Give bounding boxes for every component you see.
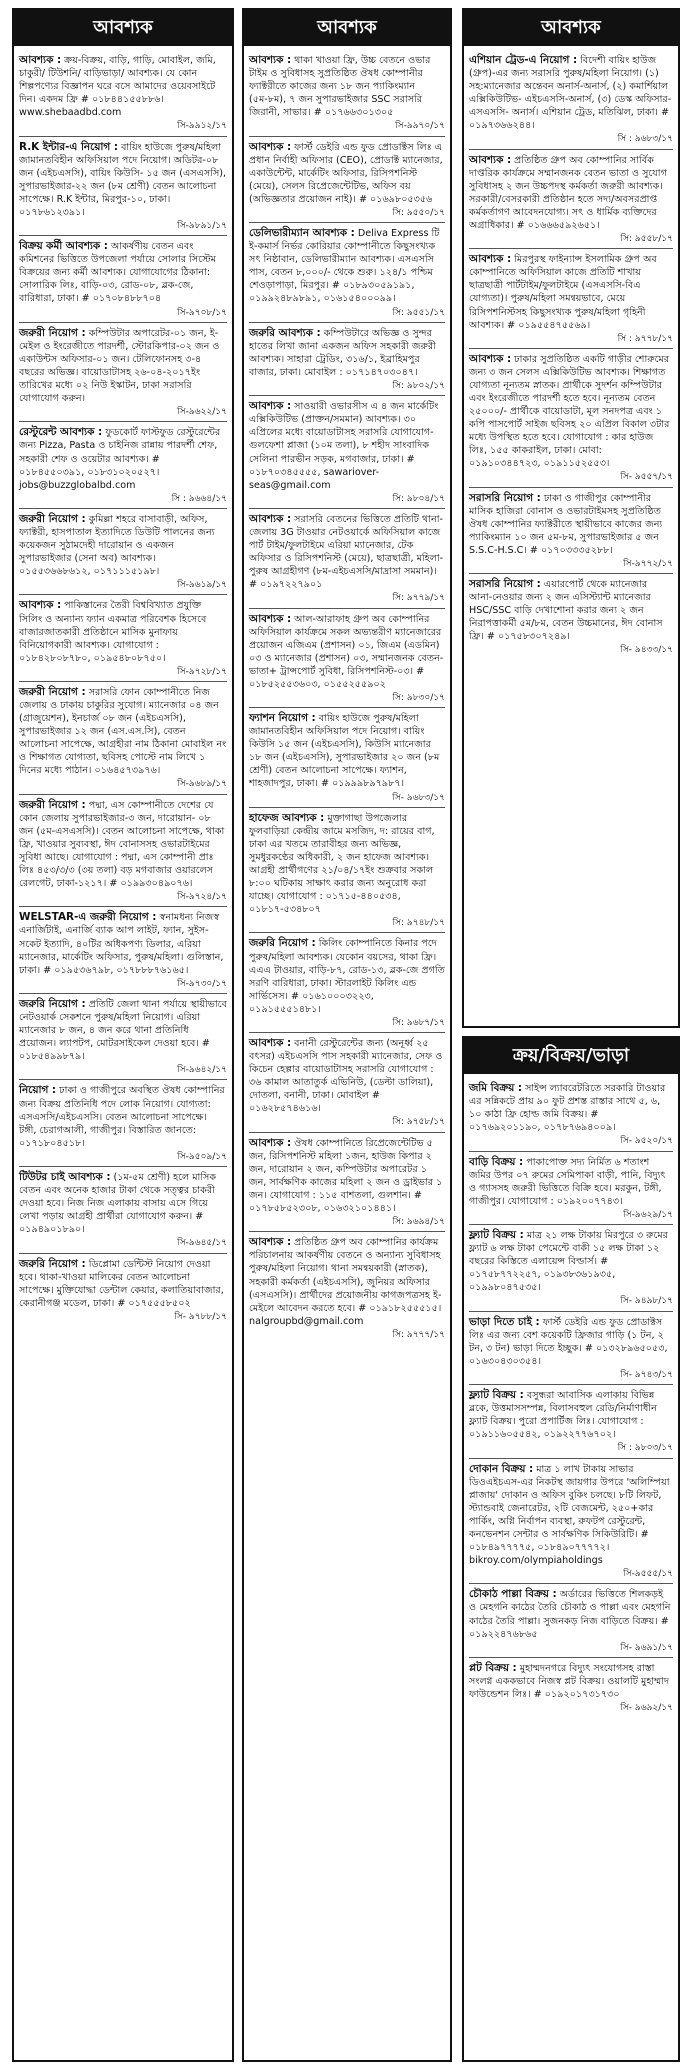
ad-code: সি- ৯৬৯২/১৭ xyxy=(620,1703,673,1714)
ad-code: সি-৯৬৮৯/১৭ xyxy=(177,779,227,790)
ad-body: ঢাকা ও গাজীপুরে অবস্থিত ঔষধ কোম্পানির জন্য বিক্রয় প্রতিনিধি পদে লোক নিয়োগ। যোগ্যতা: এসএসসি/এইচএসসি। বেতন আলোচনা সাপেক্ষে। টঙ্গী, চেরাগআলী, গাজীপুর। বিস্তারিত জানতে: ০১৭১৮০৪৫১৮। xyxy=(19,1085,225,1149)
classified-ad xyxy=(469,574,673,660)
ad-body: ক্রয়-বিক্রয়, বাড়ি, গাড়ি, মোবাইল, জমি, চাকুরী/ টিউশনি/ বাড়িভাড়া/ আবশ্যক। যে কোন শিল্পপণ্যের বিজ্ঞাপন ঘরে বসে আমাদের ওয়েবসাইটে দিন। একদম ফ্রি # ০১৮৪৪১৫৫৮৮৬। www.shebaadbd.com xyxy=(19,55,216,119)
ad-title: আবশ্যক : xyxy=(19,599,62,612)
ad-body: (১ম-৫ম শ্রেণী) হলে মাসিক বেতন এবং অনেক হাজার টাকা থেকে সত্ত্বর চাকরী দেওয়া হবে। নিজ নিজ এলাকায় বাসায় এসে গিয়ে লেখা পড়ায় আগ্রহী প্রার্থীরা যোগাযোগ করুন। # ০১৯৪৯০১৮৯০। xyxy=(19,1172,217,1236)
classified-ad xyxy=(249,1232,445,1344)
section-heading: আবশ্যক xyxy=(14,10,232,46)
ad-code: সি: ৯৬৮৭/১৭ xyxy=(392,1017,445,1028)
ad-title: বিক্রয় কর্মী আবশ্যক : xyxy=(19,240,108,253)
classified-ad xyxy=(249,1133,445,1233)
ad-list xyxy=(14,46,232,1326)
ad-title: আবশ্যক : xyxy=(249,1236,292,1249)
ad-body: কম্পিউটারে অভিজ্ঞ ও সুন্দর হাতের লিখা জানা একজন অফিস সহকারী জরুরী আবশ্যক। সাহারা ট্রেডিং, ৩১৬/১, ইব্রাহিমপুর বাজার, ঢাকা। মোবাইল : ০১৭১৪৭০৩০৪৭। xyxy=(249,327,436,378)
ad-title: জরুরি নিয়োগ : xyxy=(19,1257,86,1270)
ad-code: সি-৯৬৪৫/১৭ xyxy=(177,1238,227,1249)
classified-ad xyxy=(249,708,445,808)
column-wanted-1 xyxy=(12,8,234,2062)
ad-title: আবশ্যক : xyxy=(19,54,62,66)
ad-title: আবশ্যক : xyxy=(469,253,512,266)
classified-ad xyxy=(469,1152,673,1226)
classified-ad xyxy=(469,1385,673,1459)
ad-code: সি-৯৬২৯/১৭ xyxy=(623,1209,673,1220)
ad-title: জমি বিক্রয় : xyxy=(469,1082,522,1094)
ad-title: এশিয়ান ট্রেড-এ নিয়োগ : xyxy=(469,54,578,66)
classified-ad xyxy=(469,349,673,488)
ad-title: জরুরি আবশ্যক : xyxy=(249,326,321,339)
ad-code: সি-৯৬৪২/১৭ xyxy=(177,1065,227,1076)
ad-code: সি- ৯৬৯১/১৭ xyxy=(620,1642,673,1653)
ad-title: জরুরী নিয়োগ : xyxy=(19,798,86,811)
ad-body: কম্পিউটার অপারেটর-০১ জন, ই-মেইল ও ইংরেজীতে পারদর্শী, স্টোরকিপার-০২ জন ও একাউন্টস অফিসার-০১ জন। টেলিফোনসহ ৩-৪ বছরের অভিজ্ঞ। বায়োডাটাসহ ২৬-০৪-২০১৭ইং তারিখের মধ্যে ০২ নিউ ইস্কাটন, ঢাকা সরাসরি যোগাযোগ করুন। xyxy=(19,327,220,405)
ad-body: বায়িং হাউজে পুরুষ/মহিলা জামানতবিহীন অফিসিয়াল পদে নিয়োগ। অডিটর-০৮ জন (এইচএসসি), বায়িং কিউসি- ১৫ জন (এসএসসি), সুপারভাইজার-২২ জন (৮ম শ্রেণী) বেতন আলোচনা সাপেক্ষে। R.K ইন্টার, মিরপুর-১০, ঢাকা। ০১৭৮৬১২৩৯১। xyxy=(19,141,227,218)
ad-body: বসুন্ধরা আবাসিক এলাকায় বিভিন্ন ব্লকে, উত্তমাসসম্পন্ন, বিলাসবহুল রেডি/নির্মাণাধীন ফ্ল্যাট বিক্রয়। পুরো প্রপার্টিজ লিঃ। যোগাযোগ : ০১৯১১৬০৫৫৪২, ০১৯২২৭৭৬৭০২। xyxy=(469,1390,657,1441)
ad-body: ফুডকোর্ট ফাস্টফুড রেস্টুরেন্টের জন্য Pizza, Pasta ও চাইনিজ রান্নায় পারদর্শী শেফ, সহকারী শেফ ও ওয়েটার আবশ্যক। # ০১৮৪৫৫০৩৯১, ০১৮৩১০২০৫২৭। jobs@buzzglobalbd.com xyxy=(19,427,221,491)
classified-ad xyxy=(19,1167,227,1254)
ad-body: ঔষধ কোম্পানিতে রিপ্রেজেন্টেটিভ ৫ জন, রিসিপশনিস্ট মহিলা ১জন, হাউজ কিপার ২ জন, দারোয়ান ২ জন, কম্পিউটার অপারেটর ১ জন, সার্বক্ষণিক কাজের মহিলা ২ জন ও ড্রাইভার ১ জন। যোগাযোগ : ১১৫ বাশতলা, গুলশান। # ০১৭৮৫৮৫২৩০৮, ০১৬৩২১০১৪৪১। xyxy=(249,1137,443,1214)
ad-code: সি: ৯৭৫৮/১৭ xyxy=(392,1117,445,1128)
column-wanted-3 xyxy=(462,8,680,1028)
ad-code: সি-৯৬২২/১৭ xyxy=(177,407,227,418)
classified-ad xyxy=(469,1078,673,1152)
classified-ad xyxy=(19,323,227,423)
ad-title: জরুরী নিয়োগ : xyxy=(19,326,86,339)
ad-title: জরুরি নিয়োগ : xyxy=(249,937,316,950)
ad-body: স্বনামধন্য নিজস্ব এনার্জিটাই, এনার্জি ব্যাক আপ লাইট, ফ্যান, সুইস-সকেট ইত্যাদি, ৪০টির অধিকপণ্য ডিলার, এরিয়া ম্যানেজার, মার্কেটিং অফিসার, পুরুষ/মহিলা। গুলিস্তান, ঢাকা। # ০১৯৫৩৬৭৯৮, ০১৭৮৮৮৭৬১৬৫। xyxy=(19,912,224,976)
ad-title: আবশ্যক : xyxy=(469,153,512,166)
ad-title: প্লট বিক্রয় : xyxy=(469,1661,517,1674)
ad-code: সি: ৯৭৪৮/১৭ xyxy=(392,918,445,929)
ad-code: সি : ৯৭৭৮/১৭ xyxy=(617,333,673,344)
ad-title: নিয়োগ : xyxy=(19,1084,57,1097)
ad-title: ফ্ল্যাট বিক্রয় : xyxy=(469,1389,524,1402)
classified-ad xyxy=(249,509,445,609)
classified-ad xyxy=(249,396,445,509)
classified-ad xyxy=(19,137,227,237)
ad-body: মুক্তাগাছা উপজেলার ফুলবাড়িয়া কেন্দ্রীয় জামে মসজিদ, দ: রায়ের বাগ, ঢাকা এর খতমে তারাবীহর জন্য অভিজ্ঞ, সুমধুরকণ্ঠের অধিকারী, ২ জন হাফেজ আবশ্যক। আগ্রহী প্রার্থীগণের ২১/০৪/১৭ইং শুক্রবার সকাল ৮:০০ ঘটিকায় সাক্ষাৎ করার জন্য অনুরোধ করা যাচ্ছে। যোগাযোগ : ০১৭১৫-৪৪০৫৩৪, ০১৮১৭-৫৩৪৮০৭ xyxy=(249,812,435,916)
ad-code: সি- ৯৪৩৩/১৭ xyxy=(620,645,673,656)
ad-body: বিদেশী বায়িং হাউজ (গ্রুপ)-এর জন্য সরাসরি পুরুষ/মহিলা নিয়োগ। (১) সহ:ম্যানেজার অন্তেবন অনার্স-অনার্স, (২) কমার্শিয়াল এক্সিকিউটিভ- এইচএসসি-অনার্স, (৩) ডেস্ক অফিসার-এসএসসি- অনার্স। এশিয়ান ট্রেড, মতিঝিল, ঢাকা। # ০১৯৭৩৬৬২৪৪। xyxy=(469,55,672,132)
ad-title: আবশ্যক : xyxy=(249,1136,292,1149)
ad-code: সি-৯৯৭০/১৭ xyxy=(395,121,445,132)
section-heading: আবশ্যক xyxy=(244,10,450,46)
ad-body: মাত্র ২১ লক্ষ টাকায় মিরপুরে ৩ রুমের ফ্ল্যাট ৬ লক্ষ টাকা পেমেন্টে বাকী ১৫ লক্ষ টাকা ১২ বছরের কিস্তিতে এলায়েন্স বিল্ডার্স। # ০১৭৫৮৭৭২২৫৭, ০১৯৩৮৩৬১৯৩৫, ০১৯৯৮০৪৭৫৩৫। xyxy=(469,1230,668,1294)
classified-ad xyxy=(469,488,673,575)
classified-ad xyxy=(249,323,445,397)
ad-title: ফ্যাশন নিয়োগ : xyxy=(249,712,316,725)
ad-body: মাত্র ১ লাখ টাকায় সাভার ডিওএইচএস-এর নিকটস্থ জায়গার উপরে 'অলিম্পিয়া প্লাজায়' দোকান ও অফিস বুকিং চলছে। ৮টি লিফট, স্ট্যান্ডবাই জেনারেটর, ২টি বেজমেন্ট, ২৫০+কার পার্কিং, অগ্নি নির্বাপন ব্যবস্থা, রুফটপ রেস্টুরেন্ট, কনভেনশন সেন্টার ও সার্বক্ষণিক সিকিউরিটি। # ০১৮৪৯৭৭৭৭৫, ০১৮৪৯০৭৭৭৭২। bikroy.com/olympiaholdings xyxy=(469,1463,670,1567)
section-heading: আবশ্যক xyxy=(464,10,678,46)
classified-ad xyxy=(249,223,445,323)
classified-ad xyxy=(469,150,673,250)
ad-title: রেস্টুরেন্ট আবশ্যক : xyxy=(19,426,103,439)
ad-title: WELSTAR-এ জরুরী নিয়োগ : xyxy=(19,911,157,924)
ad-body: ঢাকা ও গাজীপুর কোম্পানীর মাসিক হাজিরা বোনাস ও ওভারটাইমসহ সুপ্রতিষ্ঠিত ঔষধ কোম্পানির ফ্যাক্টরীতে স্থায়ীভাবে কাজের জন্য প্যাকিংম্যান ১০ জন ৫ম-৮ম, সুপারভাইজার ৫ জন S.S.C-H.S.C। # ০১৭০৩৩৩৫২৮৮। xyxy=(469,492,663,556)
ad-body: পাকিস্তানের তৈরী বিশ্ববিখ্যাত প্রযুক্তি সিলিং ও অন্যান্য ফ্যান একমাত্র পরিবেশক হিসেবে বাজারজাতকারী প্রতিষ্ঠানে মাসিক মুনাফায় বিনিয়োগকারী আবশ্যক। যোগাযোগ : ০১৮৪২৮০৮৭৮০, ০১৯৫৪৮০৮৭৫০। xyxy=(19,600,207,664)
ad-code: সি-৯৭০৮/১৭ xyxy=(177,307,227,318)
classified-ad xyxy=(19,795,227,908)
ad-body: মিরপুরস্থ ফাইন্যান্স ইসলামিক গ্রুপ অব কোম্পানিতে অফিসিয়াল কাজে প্রতিটি শাখায় ছাত্রছাত্রী পার্টটাইম/ফুলটাইমে (এসএসসি-বিএ যোগ্যতা)। পুরুষ/মহিলা সমন্বয়ভাবে, মেয়ে রিসিপশনিস্টসহ কিছুসংখ্যক পুরুষ/মহিলা গৃহিনী আবশ্যক। # ০১৯৫৫৪৭৫৫৬৯। xyxy=(469,254,657,331)
ad-body: Deliva Express টি ই-কমার্স নির্ভর কোরিয়ার কোম্পানীতে কিছুসংখ্যক সৎ নিষ্ঠাবান, ডেলিভারীম্যান আবশ্যক। এসএসসি পাস, বেতন ৮,০০০/- থেকে শুরু। ১২৪/১ পশ্চিম শেওড়াপাড়া, মিরপুর। # ০১৮৯৩০৫৯১৯১, ০১৯৯২৪৮৯৮৯১, ০১৬১৫৪০০০৯৯। xyxy=(249,228,440,305)
classified-ad xyxy=(19,682,227,795)
ad-title: সরাসরি নিয়োগ : xyxy=(469,578,541,591)
ad-code: সি: ৯৮০৪/১৭ xyxy=(392,493,445,504)
ad-code: সি- ৯৫২০/১৭ xyxy=(620,1136,673,1147)
column-wanted-2 xyxy=(242,8,452,2062)
classified-ad xyxy=(19,1254,227,1327)
ad-body: বায়িং হাউজে পুরুষ/মহিলা জামানতবিহীন অফিসিয়াল পদে নিয়োগ। বায়িং কিউসি ১৫ জন (এইচএসসি), কিউসি ম্যানেজার ১৮ জন (এইচএসসি), সুপারভাইজার ২০ জন (৮ম শ্রেণী) বেতন আলোচনা সাপেক্ষে। ফ্যাশন, শাহজাদপুর, ঢাকা। # ০১৯৯৯৮৯৭৯৮৭। xyxy=(249,713,440,790)
ad-title: আবশ্যক : xyxy=(249,54,292,66)
classified-ad xyxy=(469,1225,673,1312)
ad-body: সরাসরি ফোন কোম্পানীতে নিজ জেলায় ও ঢাকায় চাকুরির সুযোগ। ম্যানেজার ০৪ জন (গ্রাজুয়েশন), ইনচার্জ ০৮ জন (এইচএসসি), সুপারভাইজার ১২ জন (এস.এস.সি), বেতন আলোচনা সাপেক্ষে, আগ্রহীরা নাম ঠিকানা মোবাইল নং ও শিক্ষাগত যোগ্যতা, ছবিসহ পোস্টে নাম লিখে ১ দিনের মধ্যে পাঠান। ০১৬৪৫৭৩৯৭৬। xyxy=(19,687,227,777)
ad-body: কুমিল্লা শহরে বাসাবাড়ী, অফিস, ফ্যাক্টরী, হাসপাতাল ইত্যাদিতে ডিউটি পালনের জন্য কয়েকজন সুঠামদেহী দারোয়ান ও একজন সুপারভাইজার (সেনা অব) আবশ্যক। ০১৫৫৩৬৬৮৬১২, ০১৭১১১৫১৯৮। xyxy=(19,513,215,578)
ad-code: সি-৯৫৫৫/১৭ xyxy=(623,1569,673,1580)
ad-code: সি-৯৬১৯/১৭ xyxy=(177,580,227,591)
ad-body: প্রতিটি জেলা থানা পর্যায়ে স্থায়ীভাবে নেটওয়ার্ক সেকশনে পুরুষ/মহিলা নিয়োগ। এরিয়া ম্যানেজার ৮ জন, ৪ জন করে থানা প্রতিনিধি প্রয়োজন। ল্যাপটপ, মোটরসাইকেল দেওয়া হবে। # ০১৮৫৪৯৯৮৭৯। xyxy=(19,998,227,1063)
ad-body: থাকা খাওয়া ফ্রি, উচ্চ বেতনে ওভার টাইম ও সুবিধাসহ সুপ্রতিষ্ঠিত ঔষধ কোম্পানীর ফ্যাক্টরীতে কাজের জন্য ১৮ জন প্যাকিংম্যান (৫ম-৮ম), ৭ জন সুপারভাইজার SSC সরাসরি জিরানী, সাভার। # ০১৭৬৬৩০১৩০৫ xyxy=(249,55,431,119)
classified-ad xyxy=(249,609,445,709)
classified-ad xyxy=(469,1459,673,1585)
ad-body: সরাসরি বেতনের ভিত্তিতে প্রতিটি থানা-জেলায় 3G টাওয়ার নেটওয়ার্কে অফিসিয়াল কাজে পার্ট টাইম/ফুলটাইমে এরিয়া ম্যানেজার, টেক অফিসার ও রিসিপশনিস্ট (মেয়ে), ছাত্রছাত্রী, মহিলা-পুরুষ আগ্রহীগণ (৮ম-এইচএসসি/মাদ্রাসা সমমান)। # ০১৯৭২২৭৯০১ xyxy=(249,513,444,591)
ad-code: সি-৯৯১২/১৭ xyxy=(177,121,227,132)
ad-title: আবশ্যক : xyxy=(249,400,292,413)
classified-ad xyxy=(19,1080,227,1167)
ad-title: আবশ্যক : xyxy=(249,512,292,525)
classified-ad xyxy=(469,1312,673,1386)
ad-title: ভাড়া দিতে চাই : xyxy=(469,1315,540,1328)
classified-ad xyxy=(469,249,673,349)
ad-code: সি-৯৭৭২/১৭ xyxy=(623,558,673,569)
classified-ad xyxy=(19,509,227,596)
ad-code: সি: ৯৭৭৯/১৭ xyxy=(392,593,445,604)
ad-code: সি : ৯৬৬৪/১৭ xyxy=(171,493,227,504)
ad-title: দোকান বিক্রয় : xyxy=(469,1462,534,1475)
ad-title: ডেলিভারীম্যান আবশ্যক : xyxy=(249,227,355,240)
ad-title: বাড়ি বিক্রয় : xyxy=(469,1155,524,1168)
ad-code: সি- ৯৪৯৮/১৭ xyxy=(620,1296,673,1307)
classified-ad xyxy=(19,50,227,137)
ad-title: আবশ্যক : xyxy=(249,140,292,153)
ad-code: সি: ৯৫৫৮/১৭ xyxy=(620,233,673,244)
ad-body: এয়ারপোর্ট থেকে ম্যানেজার আনা-নেওয়ার জন্য ২ জন এসিস্ট্যান্ট ম্যানেজার HSC/SSC বাড়ি দেখাশোনা করার জন্য ২ জন নিরাপত্তাকর্মী ৫ম/৮ম, বেতন উচ্চমানের, ঈদ বোনাস ফ্রি। # ০১৭৫৮৩০৭২৪৯। xyxy=(469,579,663,643)
classified-ad xyxy=(19,595,227,682)
ad-code: সি : ৯৮০৩/১৭ xyxy=(617,1443,673,1454)
ad-body: অর্ডারের ভিত্তিতে শিলকড়ই ও মেহগনি কাঠের তৈরি চৌকাঠ ও পাল্লা এবং মেহগনি কাঠের তৈরি পাল্লা। সুজনকড় নিজ বাড়িতে বিক্রয়। # ০১৯২২৪৭৬৮৬৫ xyxy=(469,1589,671,1640)
classified-ad xyxy=(19,422,227,509)
ad-body: কিলিং কোম্পানিতে কিনার পদে পুরুষ/মহিলা আবশ্যক। যেকোন বয়সের, থাকা ফ্রি। এএএ টাওয়ার, বাড়ি-৮৭, রোড-১৩, ব্লক-জে প্রগতি সরণি বারিধারা, ঢাকা। স্টারলাইট কিলিং এন্ড সার্ভিসেস। # ০১৬১০০০৩২২৩, ০১৯১৫৫৫১৪৮১। xyxy=(249,938,445,1015)
ad-code: সি: ৯৬৯৪/১৭ xyxy=(392,1217,445,1228)
ad-title: চৌকাঠ পাল্লা বিক্রয় : xyxy=(469,1588,557,1601)
classified-ad xyxy=(19,907,227,994)
ad-code: সি-৯৭৩০/১৭ xyxy=(177,978,227,989)
ad-title: জরুরি নিয়োগ : xyxy=(19,997,86,1010)
ad-code: সি: ৯৭৭৭/১৭ xyxy=(392,1329,445,1340)
ad-code: সি- ৯৭৮৮/১৭ xyxy=(174,1311,227,1322)
column-buy-sell-rent xyxy=(462,1036,680,2062)
ad-code: সি-৯৮৯১/১৭ xyxy=(177,220,227,231)
classified-ad xyxy=(19,236,227,323)
ad-title: আবশ্যক : xyxy=(249,612,292,625)
ad-body: আকর্ষণীয় বেতন এবং কমিশনের ভিত্তিতে উপজেলা পর্যায়ে সোলার সিস্টেম বিক্রয়ের জন্য কর্মী আবশ্যক। যোগাযোগের ঠিকানা: সোলারিক লিঃ, বাড়ি-০৩, রোড-০৮, ব্লক-জে, বারিধারা, ঢাকা। # ০১৭০৮৪৮৮৭০৪ xyxy=(19,241,216,305)
ad-list xyxy=(464,46,678,660)
ad-code: সি: ৯৮০২/১৭ xyxy=(392,381,445,392)
ad-body: পাকাপোক্ত সদ্য নির্মিত ৬ শতাংশ জমির উপর ০৭ রুমের সেমিপাকা বাড়ী, পানি, বিদ্যুৎ ও গ্যাসসহ জরুরী ভিত্তিতে বিক্রি হবে। মরকুন, টঙ্গী, গাজীপুর। যোগাযোগ : ০১৯২০০৭৭৪৩। xyxy=(469,1156,666,1207)
classified-ad xyxy=(469,1658,673,1717)
ad-title: আবশ্যক : xyxy=(249,1037,292,1050)
ad-list xyxy=(244,46,450,1344)
ad-code: সি-৯৫০৯/১৭ xyxy=(177,1151,227,1162)
ad-body: ফার্স্ট ডেইরি এন্ড ফুড প্রোডাক্টস লিঃ এর জন্য বেশ কয়েকটি ফ্রিজার গাড়ি (১ টন, ২ টন, ৩ টন) ভাড়া দিতে ইচ্ছুক। # ০১৩২৮৯৬৫০৫৩, ০১৬৩০৪৩০৩৫৪। xyxy=(469,1316,668,1367)
ad-list xyxy=(464,1074,678,1717)
ad-body: মুহাম্মদনগরে বিদ্যুৎ সংযোগসহ রাস্তা সংলগ্ন এককভাবে নিজস্ব প্লট বিক্রয়। ওয়ালটি মুহাম্মাদ ফাউন্ডেশন লিঃ। # ০১৯২০১৭৩১৭৩০ xyxy=(469,1662,670,1701)
ad-body: বনানী রেস্টুরেন্টের জন্য (অনূর্ধ্ব ২৫ বৎসর) এইচএসসি পাস সহকারী ম্যানেজার, সেফ ও কিচেন হেল্পার বায়োডাটাসহ সরাসরি যোগাযোগ : ৩৬ কামাল আতাতুর্ক এভিনিউ, (ডেল্টা ডালিয়া), দোতলা, বনানী, ঢাকা। মোবাইল # ০১৬২৮৫৭৪৬১৬। xyxy=(249,1038,443,1115)
classified-ad xyxy=(19,994,227,1081)
classified-ad xyxy=(249,808,445,934)
ad-body: ফার্স্ট ডেইরি এন্ড ফুড প্রোডাক্টস লিঃ এ প্রধান নির্বাহী অফিসার (CEO), প্রোডাক্ট ম্যানেজার, একাউন্টেন্ট, মার্কেটিং অফিসার, রিসিপশনিস্ট (মেয়ে), সেলস রিপ্রেজেন্টেটিভ, অফিস বয় (অভিজ্ঞতার প্রয়োজন নাই)। # ০১৬৯৮০৫৩৫৬ xyxy=(249,141,443,205)
classified-ad xyxy=(469,1584,673,1658)
ad-code: সি: ৯৫৫০/১৭ xyxy=(392,207,445,218)
section-heading: ক্রয়/বিক্রয়/ভাড়া xyxy=(464,1038,678,1074)
classified-ad xyxy=(249,137,445,224)
ad-body: ডিপ্লোমা ডেন্টিস্ট নিয়োগ দেওয়া হবে। থাকা-খাওয়া মালিকের বেতন আলোচনা সাপেক্ষে। মুক্তিযোদ্ধা ডেন্টাল কেয়ার, কলাতিয়াবাজার, কেরানীগঞ্জ মডেল, ঢাকা। # ০১৭৫৫৫৮৫০২ xyxy=(19,1258,224,1309)
ad-body: আল-আরাফাহ গ্রুপ অব কোম্পানির অফিসিয়াল কার্যক্রমে সকল অভ্যন্তরীণ ম্যানেজারের প্রয়োজন এজিএম (প্রশাসন) ০১, জিএম (এডমিন) ০৩ ও ম্যানেজার (প্রশাসন) ০৩, সম্মানজনক বেতন-ভাতা+ ট্রান্সপোর্ট সুবিধা, রিসিপশনিস্ট-০৩। # ০১৮৫২৫৫৩৬০৩, ০১৫৫২৫৫৯০২ xyxy=(249,613,444,690)
ad-body: সাওয়ারী ওভারসীস এ ৪ জন মার্কেটিং এক্সিকিউটিভ (প্রাক্তন/সমমান) আবশ্যক। ৩০ এপ্রিলের মধ্যে বায়োডাটাসহ সরাসরি যোগাযোগ-গুলফেশা প্লাজা (১০ম তলা), ৮ শহীদ সাংবাদিক সেলিনা পারভীন সড়ক, মগবাজার, ঢাকা। # ০১৮৭০৩৪৫৫৫৫, sawariover-seas@gmail.com xyxy=(249,401,439,491)
classified-ad xyxy=(249,933,445,1033)
ad-body: প্রতিষ্ঠিত গ্রুপ অব কোম্পানির সার্বিক দাপ্তরিক কার্যক্রমে সম্মানজনক বেতন ভাতা ও সুযোগ সুবিধাসহ ২ জন উচ্চপদস্থ কর্মকর্তা জরুরী আবশ্যক। সরকারী/বেসরকারী প্রতিষ্ঠান হতে সদ্য/অবসরপ্রাপ্ত কর্মকর্তাগণ আবেদনযোগ্য। সৎ ও ধার্মিক ব্যক্তিদের অগ্রাধিকার। # ০১৬৬৬৫৯২৬৫১। xyxy=(469,154,667,231)
classified-ad xyxy=(249,50,445,137)
ad-code: সি- ৯৭৪৩/১৭ xyxy=(620,1369,673,1380)
ad-title: R.K ইন্টার-এ নিয়োগ : xyxy=(19,140,119,153)
ad-code: সি : ৯৬৮৩/১৭ xyxy=(617,134,673,145)
classified-ad xyxy=(249,1033,445,1133)
ad-code: সি: ৯৫৫১/১৭ xyxy=(392,307,445,318)
ad-body: ঢাকার সুপ্রতিষ্ঠিত একটি গাড়ীর শোরুমের জন্য ৩ জন সেলস এক্সিকিউটিভ আবশ্যক। শিক্ষাগত যোগ্যতা নূন্যতম স্নাতক। প্রার্থীকে সুদর্শন কম্পিউটার এবং ইংরেজীতে পারদর্শী হতে হবে। নূন্যতম বেতন ২৫০০০/- প্রার্থীকে বায়োডাটা, মূল সনদপত্র এবং ১ কপি পাসপোর্ট সাইজ ছবিসহ ২০ এপ্রিল বিকাল ৩টার মধ্যে উপস্থিত হতে হবে। যোগাযোগ : কার হাউজ লিঃ, ১৫৫ কাকরাইল, ঢাকা। মোবা: ০১৯১০৩৪৪৭২৩, ০১৯১১৫২৫৫৩। xyxy=(469,353,670,470)
ad-title: জরুরী নিয়োগ : xyxy=(19,512,86,525)
ad-title: আবশ্যক : xyxy=(469,352,512,365)
classified-ad xyxy=(469,50,673,150)
ad-title: টিউটর চাই আবশ্যক : xyxy=(19,1171,111,1184)
ad-title: হাফেজ আবশ্যক : xyxy=(249,811,325,824)
ad-title: ফ্ল্যাট বিক্রয় : xyxy=(469,1229,524,1242)
ad-code: সি- ৯৫৫৭/১৭ xyxy=(620,472,673,483)
ad-code: সি-৯৭২৮/১৭ xyxy=(177,666,227,677)
ad-title: জরুরী নিয়োগ : xyxy=(19,686,86,699)
ad-code: সি- ৯৬৮৩/১৭ xyxy=(392,792,445,803)
ad-code: সি-৯৭২৪/১৭ xyxy=(177,892,227,903)
ad-body: পদ্মা, এস কোম্পানীতে দেশের যে কোন জেলায় সুপারভাইজার-৩ জন, দারোয়ান- ০৮ জন (৫ম-এসএসসি)। বেতন আলোচনা সাপেক্ষে, থাকা ফ্রি, খাওয়ার সুব্যবস্থা, ঈদ বোনাসসহ ওভারটাইমের সুবিধা আছে। যোগাযোগ : পদ্মা, এস কোম্পানী প্রাঃ লিঃ ৪৫৩/৩/৩ (৩য় তলা) বড় মগবাজার ওয়ারলেস রেলগেট, ঢাকা-১২১৭। # ০১৯৯৩০৪৯০৭৬। xyxy=(19,799,225,890)
ad-body: প্রতিষ্ঠিত গ্রুপ অব কোম্পানির কার্যক্রম পরিচালনায় আকর্ষণীয় বেতনে ও অন্যান্য সুবিধাসহ পুরুষ/মহিলা নিয়োগ। থানা সমন্বয়কারী (স্নাতক), সহকারী কর্মকর্তা (এইচএসসি), জুনিয়র অফিসার (এসএসসি)। প্রার্থীদের প্রয়োজনীয় কাগজপত্রসহ ই-মেইলে আবেদন করতে হবে। # ০১৯১৮২৫৫৫১৫। nalgroupbd@gmail.com xyxy=(249,1237,442,1327)
ad-code: সি: ৯৮৩০/১৭ xyxy=(392,692,445,703)
ad-body: সাইন্স ল্যাবরেটরিতে সরকারি টাওয়ার এর সন্নিকটে প্রায় ৯০ ফুট প্রশস্ত রাস্তার সাথে ৫, ৬, ১০ কাঠা ফ্রি হোল্ড জমি বিক্রয়। # ০১৭৬৯২০১১৯০, ০১৭৮৭৬৯৪০০৯। xyxy=(469,1083,666,1134)
ad-title: সরাসরি নিয়োগ : xyxy=(469,491,541,504)
